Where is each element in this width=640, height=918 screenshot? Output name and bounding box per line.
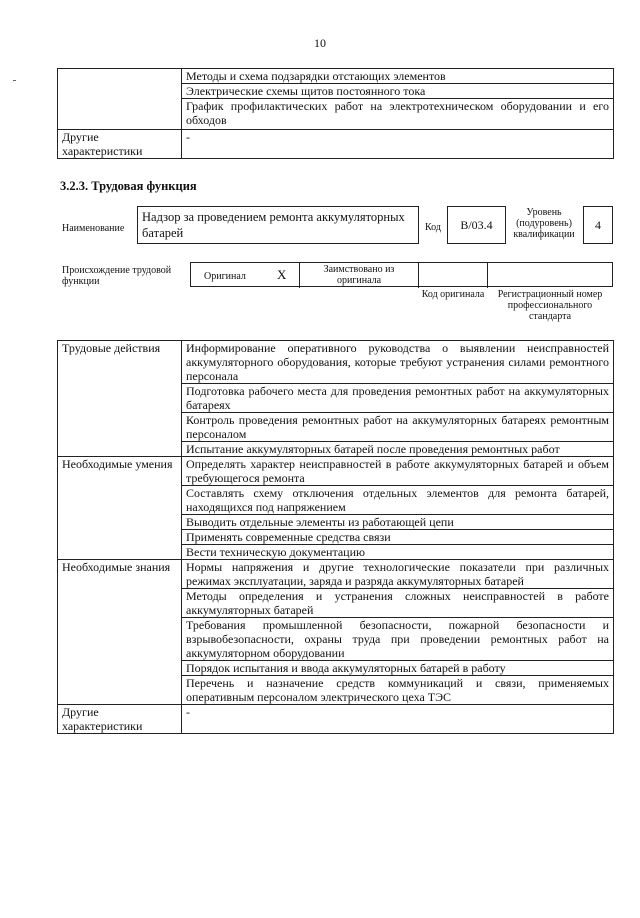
table-cell: Применять современные средства связи xyxy=(182,530,614,545)
level-value: 4 xyxy=(595,218,601,232)
table-cell: - xyxy=(182,705,614,734)
table-row xyxy=(58,457,614,486)
table-cell: Информирование оперативного руководства о выявлении неисправностей аккумуляторного оборудования, которые требуют устранения силами ремонтного персонала xyxy=(182,341,614,384)
code-box xyxy=(447,206,506,244)
page-number: 10 xyxy=(314,36,326,50)
table-row xyxy=(58,705,614,734)
main-table xyxy=(57,340,614,734)
top-table xyxy=(57,68,614,159)
section-label: Необходимые умения xyxy=(58,457,182,560)
top-table-cell: Методы и схема подзарядки отстающих элементов xyxy=(182,69,614,84)
table-cell: Нормы напряжения и другие технологические показатели при различных режимах эксплуатации, заряда и разряда аккумуляторных батарей xyxy=(182,560,614,589)
section-label: Необходимые знания xyxy=(58,560,182,705)
code-caption: Код оригинала xyxy=(421,289,485,300)
original-label: Оригинал xyxy=(204,271,246,282)
section-label: Другие характеристики xyxy=(58,705,182,734)
origin-box xyxy=(190,262,613,287)
level-label: Уровень (подуровень) квалификации xyxy=(513,207,575,240)
top-table-cell: Электрические схемы щитов постоянного тока xyxy=(182,84,614,99)
level-box xyxy=(583,206,613,244)
table-cell: Испытание аккумуляторных батарей после проведения ремонтных работ xyxy=(182,442,614,457)
table-cell: Выводить отдельные элементы из работающей цепи xyxy=(182,515,614,530)
name-label: Наименование xyxy=(62,223,125,234)
code-label: Код xyxy=(425,222,441,233)
table-cell: Порядок испытания и ввода аккумуляторных батарей в работу xyxy=(182,661,614,676)
borrowed-label: Заимствовано из оригинала xyxy=(323,264,395,286)
section-label: Трудовые действия xyxy=(58,341,182,457)
table-cell: Требования промышленной безопасности, пожарной безопасности и взрывобезопасности, охраны труда при проведении ремонтных работ на аккумуляторном оборудовании xyxy=(182,618,614,661)
top-table-left-cell xyxy=(58,69,182,130)
divider xyxy=(418,262,419,288)
function-name: Надзор за проведением ремонта аккумуляторных батарей xyxy=(142,210,405,240)
scan-mark xyxy=(13,80,16,81)
table-cell: Перечень и назначение средств коммуникаций и связи, применяемых оперативным персоналом электрического цеха ТЭС xyxy=(182,676,614,705)
section-title: 3.2.3. Трудовая функция xyxy=(60,179,197,193)
top-table-cell: График профилактических работ на электротехническом оборудовании и его обходов xyxy=(182,99,614,130)
divider xyxy=(299,262,300,288)
reg-caption: Регистрационный номер профессионального стандарта xyxy=(497,289,603,322)
top-table-label: Другие характеристики xyxy=(58,130,182,159)
table-row xyxy=(58,341,614,384)
table-row xyxy=(58,130,614,159)
original-mark: X xyxy=(277,267,287,282)
table-cell: Вести техническую документацию xyxy=(182,545,614,560)
table-cell: Определять характер неисправностей в работе аккумуляторных батарей и объем требующегося ремонта xyxy=(182,457,614,486)
top-table-cell: - xyxy=(182,130,614,159)
table-row xyxy=(58,69,614,84)
table-row xyxy=(58,560,614,589)
table-cell: Контроль проведения ремонтных работ на аккумуляторных батареях ремонтным персоналом xyxy=(182,413,614,442)
origin-label: Происхождение трудовой функции xyxy=(62,265,172,287)
table-cell: Составлять схему отключения отдельных элементов для ремонта батарей, находящихся под напряжением xyxy=(182,486,614,515)
table-cell: Подготовка рабочего места для проведения ремонтных работ на аккумуляторных батареях xyxy=(182,384,614,413)
function-code: В/03.4 xyxy=(460,218,493,232)
table-cell: Методы определения и устранения сложных неисправностей в работе аккумуляторных батарей xyxy=(182,589,614,618)
function-name-box xyxy=(137,206,419,244)
divider xyxy=(487,262,488,288)
